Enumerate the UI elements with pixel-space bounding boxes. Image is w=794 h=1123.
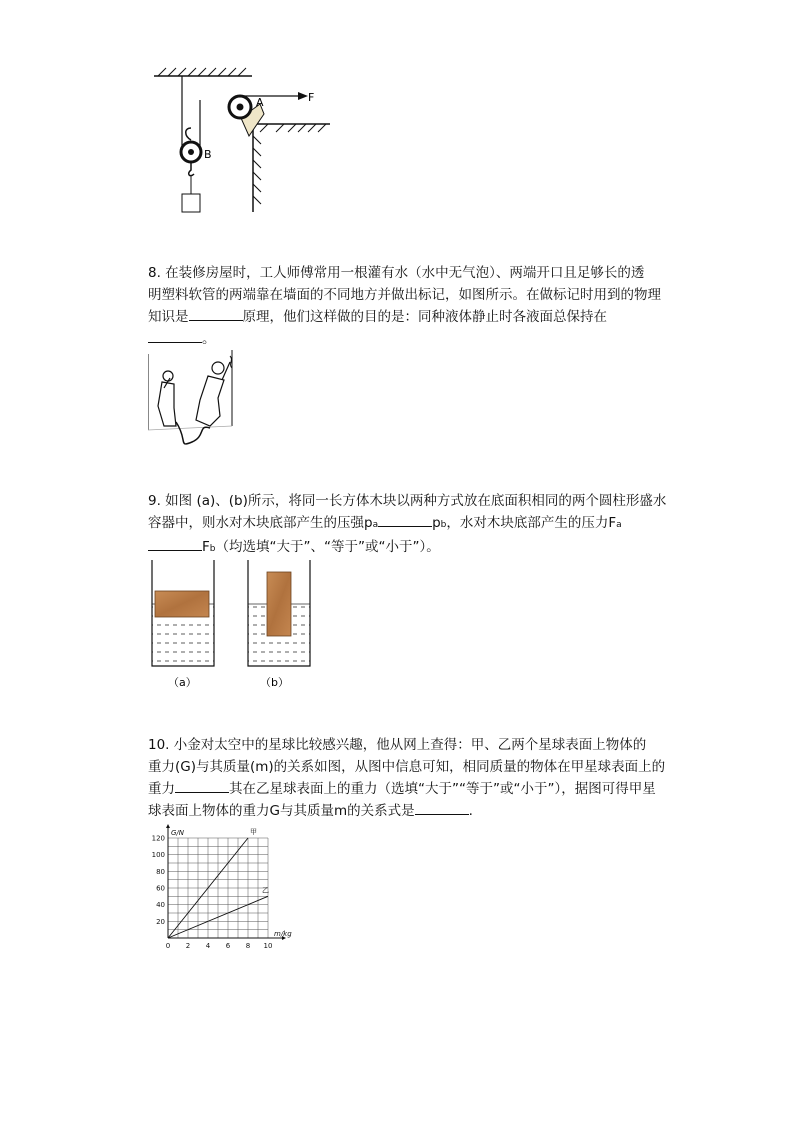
y-tick-label: 40 xyxy=(156,901,165,910)
x-tick-label: 0 xyxy=(165,942,171,950)
question-8 xyxy=(148,262,688,350)
wood-block-vertical xyxy=(267,572,291,636)
series-label: 甲 xyxy=(250,828,257,836)
y-tick-label: 120 xyxy=(151,834,165,843)
series-label: 乙 xyxy=(262,886,269,895)
y-tick-label: 60 xyxy=(156,884,165,893)
question-10 xyxy=(148,734,688,822)
y-tick-label: 100 xyxy=(151,851,165,860)
x-axis-label: m/kg xyxy=(274,930,292,938)
weight-block xyxy=(182,194,200,212)
q10-line2: 重力(G)与其质量(m)的关系如图，从图中信息可知，相同质量的物体在甲星球表面上的 xyxy=(148,759,666,775)
x-tick-label: 6 xyxy=(225,942,231,950)
y-axis-label: G/N xyxy=(171,829,185,837)
workers-figure xyxy=(148,350,248,450)
answer-blank[interactable] xyxy=(175,779,229,793)
label-f: F xyxy=(308,91,315,104)
y-tick-label: 20 xyxy=(156,917,165,926)
q8-line3: 知识是 原理，他们这样做的目的是：同种液体静止时各液面总保持在 xyxy=(148,309,607,325)
x-tick-label: 10 xyxy=(263,942,273,950)
x-tick-label: 8 xyxy=(245,942,251,950)
label-b-container: （b） xyxy=(260,676,289,689)
answer-blank[interactable] xyxy=(189,307,243,321)
q8-line2: 明塑料软管的两端靠在墙面的不同地方并做出标记，如图所示。在做标记时用到的物理 xyxy=(148,287,661,303)
label-b: B xyxy=(204,148,212,161)
answer-blank[interactable] xyxy=(415,801,469,815)
q9-line2: 容器中，则水对木块底部产生的压强pa pb，水对木块底部产生的压力Fa xyxy=(148,515,622,531)
containers-figure xyxy=(148,558,318,692)
pulley-figure xyxy=(148,66,338,218)
g-m-chart xyxy=(148,824,298,956)
container-b xyxy=(248,560,310,666)
x-tick-label: 2 xyxy=(185,942,191,950)
q9-line3: Fb（均选填“大于”、“等于”或“小于”）。 xyxy=(148,536,688,560)
answer-blank[interactable] xyxy=(148,537,202,551)
answer-blank[interactable] xyxy=(378,513,432,527)
y-axis-arrow xyxy=(166,824,170,828)
question-9 xyxy=(148,490,688,560)
label-a: A xyxy=(256,96,264,109)
container-a xyxy=(152,560,214,666)
q10-line4: 球表面上物体的重力G与其质量m的关系式是 . xyxy=(148,803,473,819)
q10-line3: 重力 其在乙星球表面上的重力（选填“大于”“等于”或“小于”），据图可得甲星 xyxy=(148,781,656,797)
q10-line1: 10. 小金对太空中的星球比较感兴趣，他从网上查得：甲、乙两个星球表面上物体的 xyxy=(148,737,647,753)
x-tick-label: 4 xyxy=(205,942,211,950)
q8-line1: 8. 在装修房屋时，工人师傅常用一根灌有水（水中无气泡）、两端开口且足够长的透 xyxy=(148,265,645,281)
wood-block-horizontal xyxy=(155,591,209,617)
q9-line1: 9. 如图 (a)、(b)所示，将同一长方体木块以两种方式放在底面积相同的两个圆柱形盛水 xyxy=(148,493,667,509)
answer-blank[interactable] xyxy=(148,329,202,343)
y-tick-label: 80 xyxy=(156,867,165,876)
q8-line4: 。 xyxy=(148,328,688,350)
chart-grid xyxy=(168,838,268,938)
label-a-container: （a） xyxy=(168,676,197,689)
